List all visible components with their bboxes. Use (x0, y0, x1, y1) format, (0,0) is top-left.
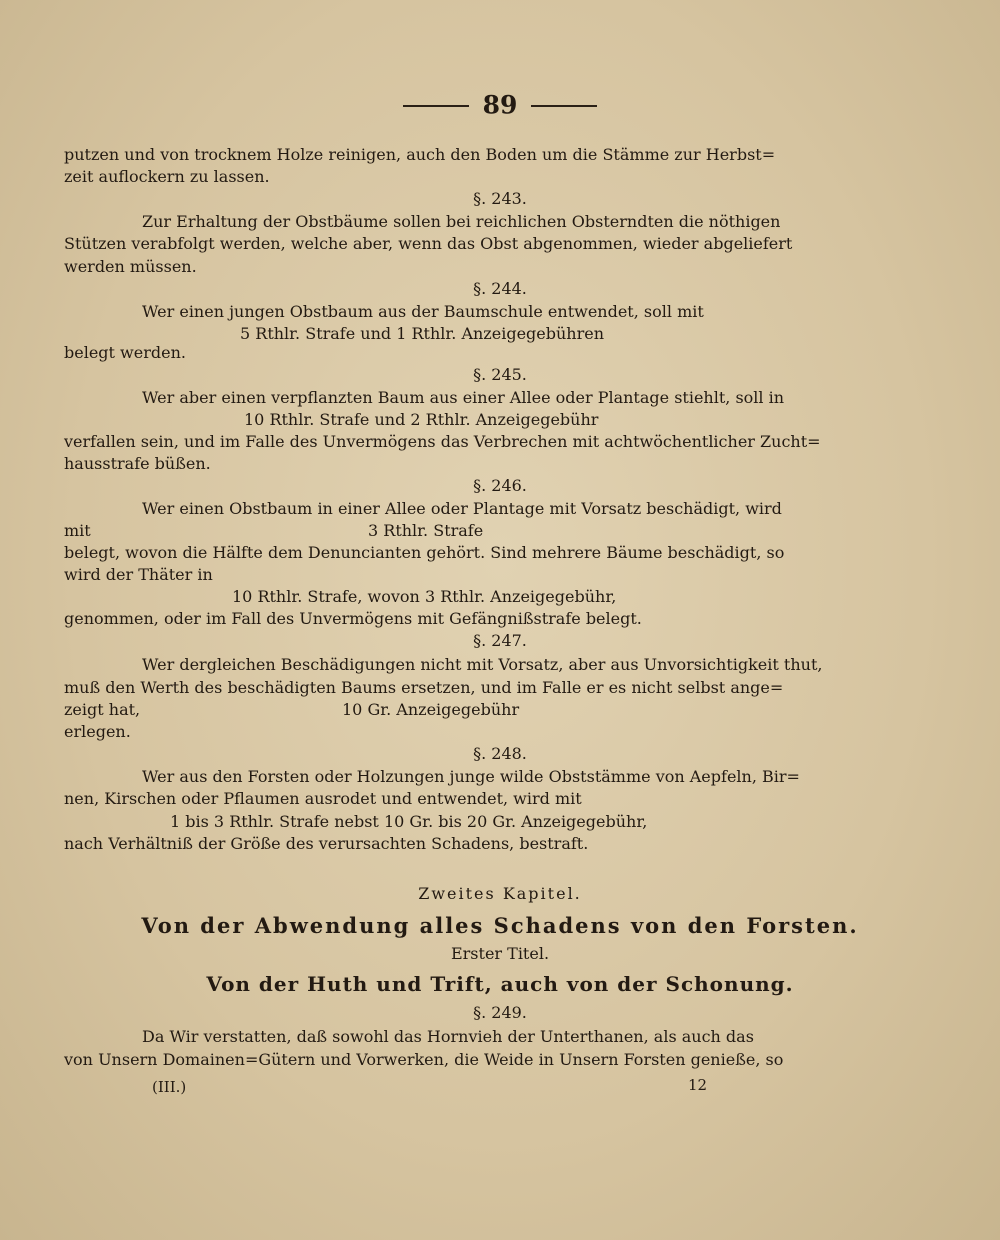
text-line: belegt werden. (64, 343, 186, 362)
signature-mark: (III.) (152, 1078, 187, 1096)
chapter-label: Zweites Kapitel. (418, 884, 582, 903)
section-number: §. 244. (473, 279, 527, 298)
penalty-line: 5 Rthlr. Strafe und 1 Rthlr. Anzeigegebühren (240, 324, 605, 343)
section-number: §. 243. (473, 189, 527, 208)
text-line: Wer einen jungen Obstbaum aus der Baumschule entwendet, soll mit (142, 302, 704, 321)
section-number: §. 247. (473, 631, 527, 650)
title-label: Erster Titel. (450, 944, 550, 963)
sheet-number: 12 (688, 1076, 708, 1094)
page-header (0, 90, 1000, 120)
text-line: hausstrafe büßen. (64, 454, 211, 473)
text-line: Wer aber einen verpflanzten Baum aus einer Allee oder Plantage stiehlt, soll in (142, 388, 785, 407)
text-line: muß den Werth des beschädigten Baums ersetzen, und im Falle er es nicht selbst ange= (64, 678, 784, 697)
section-number: §. 245. (473, 365, 527, 384)
text-line: zeigt hat, (64, 700, 141, 719)
penalty-line: 10 Rthlr. Strafe, wovon 3 Rthlr. Anzeigegebühr, (232, 587, 617, 606)
penalty-line: 1 bis 3 Rthlr. Strafe nebst 10 Gr. bis 20 Gr. Anzeigegebühr, (170, 812, 648, 831)
text-line: Wer dergleichen Beschädigungen nicht mit Vorsatz, aber aus Unvorsichtigkeit thut, (142, 655, 823, 674)
text-line: zeit auflockern zu lassen. (64, 167, 270, 186)
text-line: Da Wir verstatten, daß sowohl das Hornvieh der Unterthanen, als auch das (142, 1027, 754, 1046)
text-line: genommen, oder im Fall des Unvermögens mit Gefängnißstrafe belegt. (64, 609, 642, 628)
section-number: §. 249. (473, 1003, 527, 1022)
text-line: von Unsern Domainen=Gütern und Vorwerken, die Weide in Unsern Forsten genieße, so (64, 1050, 784, 1069)
text-line: werden müssen. (64, 257, 197, 276)
text-line: nach Verhältniß der Größe des verursachten Schadens, bestraft. (64, 834, 589, 853)
title-heading: Von der Huth und Trift, auch von der Schonung. (206, 972, 794, 996)
text-line: erlegen. (64, 722, 131, 741)
header-rule-left (403, 105, 469, 107)
text-line: verfallen sein, und im Falle des Unvermögens das Verbrechen mit achtwöchentlicher Zucht= (64, 432, 821, 451)
text-line: belegt, wovon die Hälfte dem Denuncianten gehört. Sind mehrere Bäume beschädigt, so (64, 543, 785, 562)
text-line: nen, Kirschen oder Pflaumen ausrodet und entwendet, wird mit (64, 789, 582, 808)
section-number: §. 248. (473, 744, 527, 763)
text-line: Wer einen Obstbaum in einer Allee oder Plantage mit Vorsatz beschädigt, wird (142, 499, 782, 518)
text-line: wird der Thäter in (64, 565, 213, 584)
text-line: mit (64, 521, 91, 540)
penalty-line: 10 Gr. Anzeigegebühr (342, 700, 520, 719)
penalty-line: 10 Rthlr. Strafe und 2 Rthlr. Anzeigegebühr (244, 410, 599, 429)
header-rule-right (531, 105, 597, 107)
text-line: putzen und von trocknem Holze reinigen, auch den Boden um die Stämme zur Herbst= (64, 145, 776, 164)
chapter-title: Von der Abwendung alles Schadens von den Forsten. (141, 913, 859, 938)
page-number: 89 (482, 90, 518, 120)
text-line: Zur Erhaltung der Obstbäume sollen bei reichlichen Obsterndten die nöthigen (142, 212, 781, 231)
text-line: Wer aus den Forsten oder Holzungen junge wilde Obststämme von Aepfeln, Bir= (142, 767, 800, 786)
penalty-line: 3 Rthlr. Strafe (368, 521, 484, 540)
section-number: §. 246. (473, 476, 527, 495)
text-line: Stützen verabfolgt werden, welche aber, wenn das Obst abgenommen, wieder abgeliefert (64, 234, 793, 253)
